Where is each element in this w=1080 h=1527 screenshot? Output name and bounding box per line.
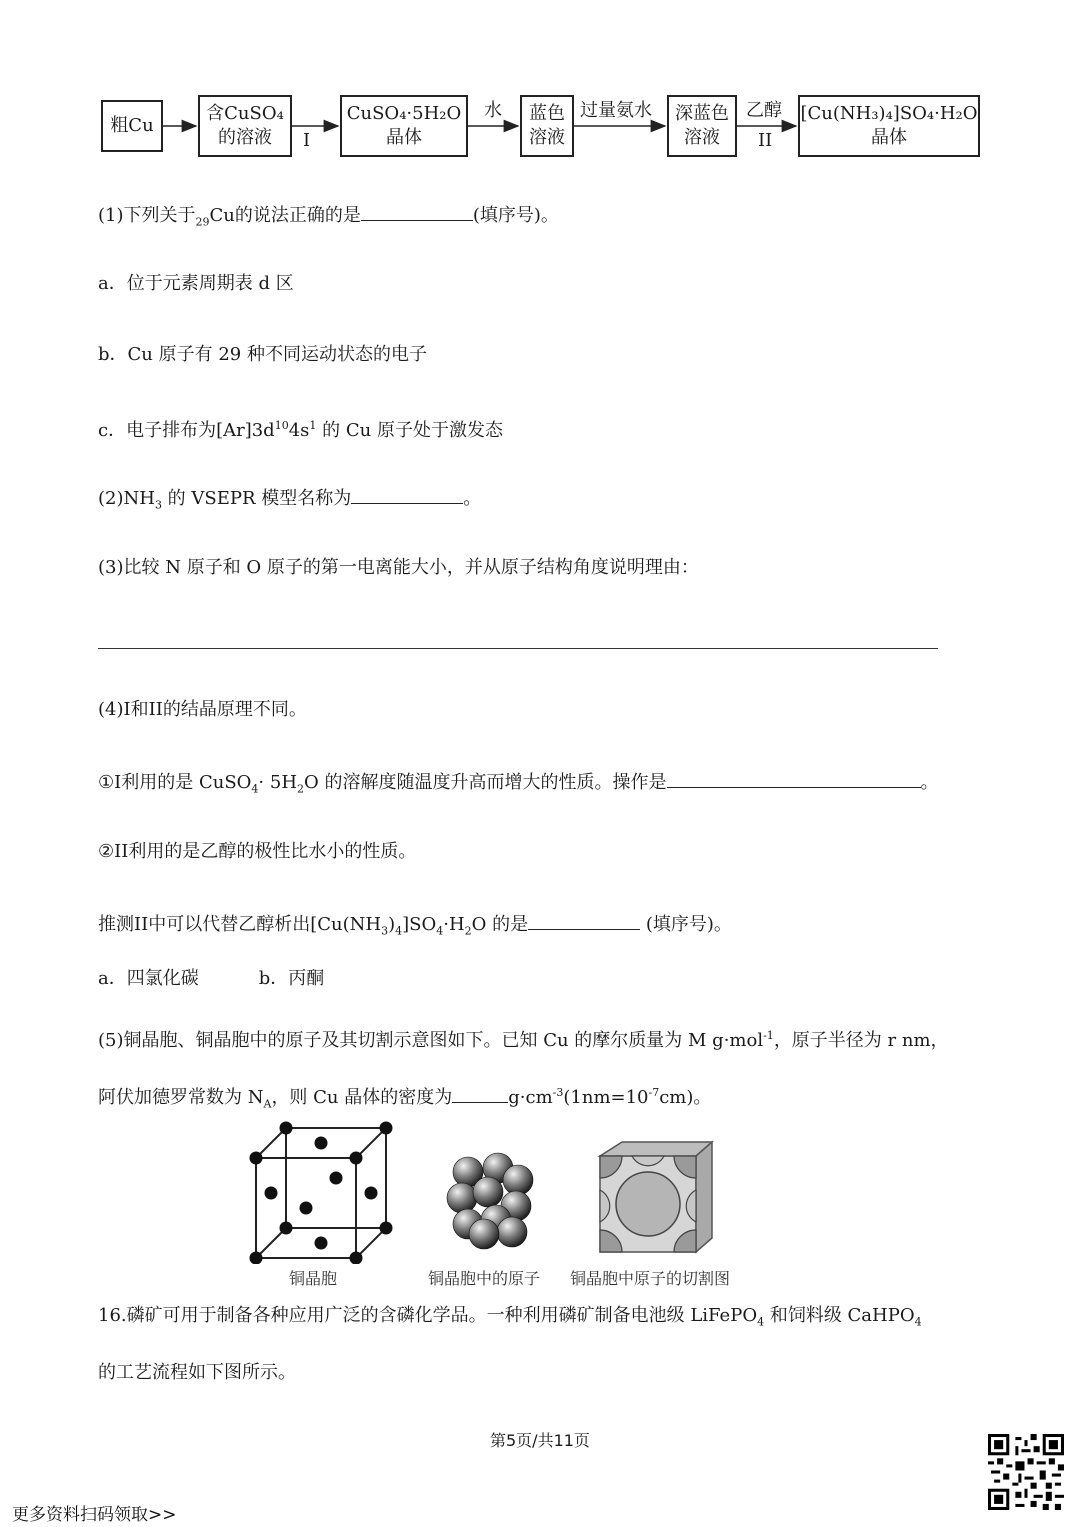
question-4-options: a．四氯化碳 b．丙酮 [98,968,325,989]
flow-label-step2: II [758,130,773,151]
question-1-option-c: c．电子排布为$[Ar]3d^{10}4s^1$ 的 Cu 原子处于激发态 [98,419,503,441]
question-4-part-2: ②II利用的是乙醇的极性比水小的性质。 [98,841,417,862]
question-4: (4)I和II的结晶原理不同。 [98,699,307,720]
page-number: 第5页/共11页 [490,1431,590,1450]
question-1: (1)下列关于$_{29}$Cu的说法正确的是 (填序号)。 [98,202,559,235]
flow-label-water: 水 [484,100,502,121]
question-4-part-1: ①I利用的是 CuSO$_4$· $5H_2O$ 的溶解度随温度升高而增大的性质。操作是 。 [98,769,939,802]
question-1-option-a: a．位于元素周期表 d 区 [98,273,294,294]
caption-atom-cutaway: 铜晶胞中原子的切割图 [570,1269,731,1288]
flow-box-cuso4-solution: 含CuSO₄ 的溶液 [198,95,292,157]
flow-label-step1: I [303,130,311,151]
caption-unit-cell: 铜晶胞 [289,1269,338,1288]
answer-blank-1[interactable] [361,202,473,221]
answer-blank-4-1[interactable] [667,769,921,788]
question-16-line-1: 16.磷矿可用于制备各种应用广泛的含磷化学品。一种利用磷矿制备电池级 LiFePO$_4$ 和饲料级 CaHPO$_4$ [98,1305,922,1329]
flow-box-cuso4-crystal: CuSO₄·5H₂O 晶体 [340,95,468,157]
flow-box-crude-cu: 粗Cu [101,100,163,152]
flow-box-blue-solution: 蓝色 溶液 [520,95,574,157]
question-5-line-2: 阿伏加德罗常数为 $N_A$，则 Cu 晶体的密度为 $g\cdot cm^{-3}(1nm=10^{-7}cm)$。 [98,1086,712,1111]
question-5-line-1: (5)铜晶胞、铜晶胞中的原子及其切割示意图如下。已知 Cu 的摩尔质量为 M g·mol$^{-1}$，原子半径为 r nm， [98,1029,949,1051]
promo-link[interactable]: 更多资料扫码领取>> [12,1505,177,1525]
atom-cutaway-figure [592,1138,718,1258]
flow-box-deep-blue-solution: 深蓝色 溶液 [667,95,737,157]
question-1-option-b: b．Cu 原子有 29 种不同运动状态的电子 [98,344,427,365]
answer-blank-2[interactable] [351,485,463,504]
flow-label-ammonia: 过量氨水 [580,100,652,121]
answer-line-3[interactable] [98,648,938,649]
flow-arrows [0,0,1080,170]
question-3: (3)比较 N 原子和 O 原子的第一电离能大小，并从原子结构角度说明理由： [98,557,699,578]
question-16-line-2: 的工艺流程如下图所示。 [98,1362,296,1383]
caption-atoms-in-cell: 铜晶胞中的原子 [428,1269,541,1288]
flow-box-complex-crystal: [Cu(NH₃)₄]SO₄·H₂O 晶体 [798,95,980,157]
question-2: $(2)NH_3$ 的 VSEPR 模型名称为 。 [98,485,481,518]
answer-blank-4-3[interactable] [528,911,640,930]
answer-blank-5[interactable] [452,1084,508,1103]
qr-code-icon[interactable] [988,1434,1064,1510]
fcc-unit-cell-figure [240,1116,400,1264]
flow-label-ethanol: 乙醇 [746,100,782,121]
atoms-in-cell-figure [440,1150,540,1250]
question-4-part-3: 推测II中可以代替乙醇析出$[Cu(NH_3)_4]SO_4\cdot H_2O$ 的是 (填序号)。 [98,911,732,944]
